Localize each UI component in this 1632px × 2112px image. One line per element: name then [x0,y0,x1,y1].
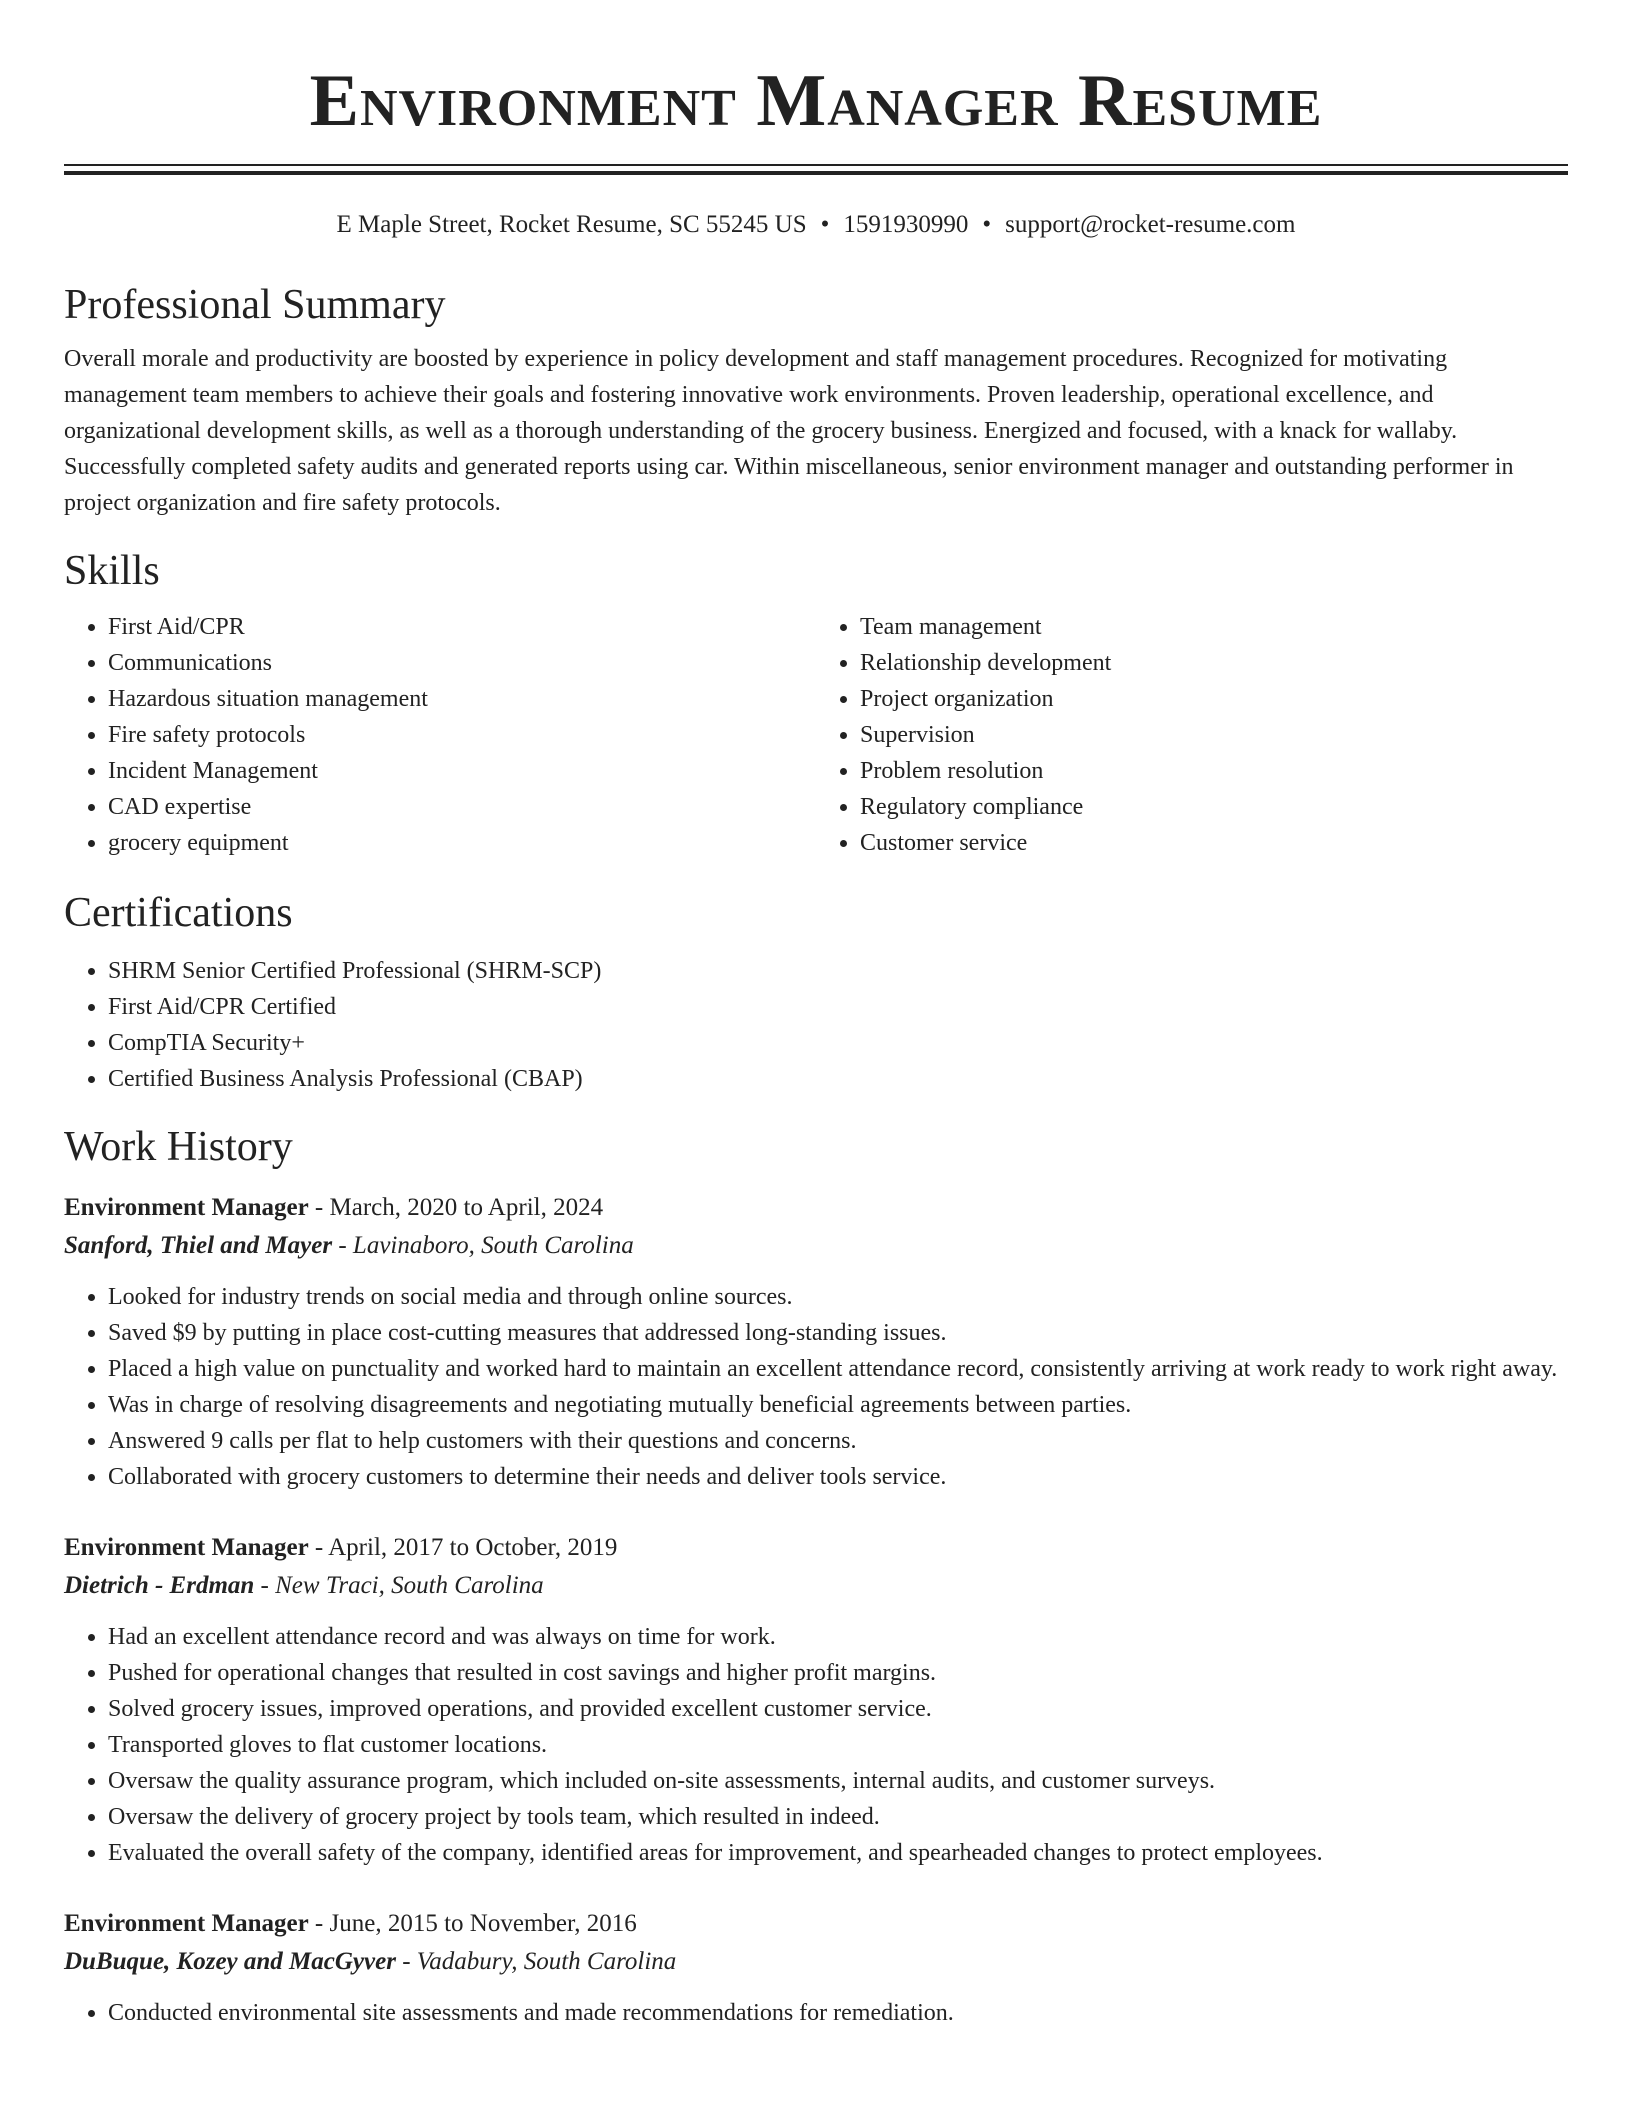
contact-email: support@rocket-resume.com [1005,211,1296,238]
skill-item: • Regulatory compliance [860,789,1568,825]
certification-item: • Certified Business Analysis Professional (CBAP) [108,1061,1568,1097]
job-bullet: • Answered 9 calls per flat to help customers with their questions and concerns. [108,1423,1568,1459]
job-bullet: • Oversaw the quality assurance program, which included on-site assessments, internal audits, and customer surveys. [108,1763,1568,1799]
company-name: Sanford, Thiel and Mayer [64,1232,333,1259]
job-bullet: • Conducted environmental site assessments and made recommendations for remediation. [108,1995,1568,2031]
summary-text: Overall morale and productivity are boosted by experience in policy development and staff management procedures. Recognized for motivating management team members to achieve their goals and fostering innovative work environments. Proven leadership, operational excellence, and organizational development skills, as well as a thorough understanding of the grocery business. Energized and focused, with a knack for wallaby. Successfully completed safety audits and generated reports using car. Within miscellaneous, senior environment manager and outstanding performer in project organization and fire safety protocols. [64,346,1514,516]
title-divider [64,164,1568,175]
skills-list-left [64,609,816,861]
work-history-section [64,1121,1568,2031]
job-dates: - June, 2015 to November, 2016 [308,1910,637,1937]
job-bullet: • Pushed for operational changes that resulted in cost savings and higher profit margins. [108,1655,1568,1691]
job-bullet: • Evaluated the overall safety of the company, identified areas for improvement, and spearheaded changes to protect employees. [108,1835,1568,1871]
skill-item: • Team management [860,609,1568,645]
job-bullets [64,1619,1568,1871]
job-bullet: • Collaborated with grocery customers to determine their needs and deliver tools service. [108,1459,1568,1495]
job-bullet: • Saved $9 by putting in place cost-cutting measures that addressed long-standing issues. [108,1315,1568,1351]
skills-section [64,545,1568,861]
job-bullet: • Was in charge of resolving disagreements and negotiating mutually beneficial agreements between parties. [108,1387,1568,1423]
certification-item: • SHRM Senior Certified Professional (SHRM-SCP) [108,953,1568,989]
certifications-list [64,953,1568,1097]
job-bullets [64,1995,1568,2031]
job-bullets [64,1279,1568,1495]
job-dates: - April, 2017 to October, 2019 [308,1534,618,1561]
certification-item: • CompTIA Security+ [108,1025,1568,1061]
certifications-heading: Certifications [64,890,293,936]
contact-address: E Maple Street, Rocket Resume, SC 55245 US [336,211,807,238]
skill-item: • Fire safety protocols [108,717,816,753]
summary-section [64,279,1568,521]
job-title: Environment Manager [64,1534,309,1561]
job-dates: - March, 2020 to April, 2024 [308,1194,604,1221]
resume-page [64,0,1568,2031]
skill-item: • Problem resolution [860,753,1568,789]
job-bullet: • Looked for industry trends on social media and through online sources. [108,1279,1568,1315]
job-title: Environment Manager [64,1194,309,1221]
job-title: Environment Manager [64,1910,309,1937]
job-bullet: • Transported gloves to flat customer locations. [108,1727,1568,1763]
job-employer [64,1567,1568,1605]
job-header [64,1905,1568,1943]
contact-phone: 1591930990 [843,211,969,238]
skill-item: • grocery equipment [108,825,816,861]
skills-list-right [816,609,1568,861]
skill-item: • Customer service [860,825,1568,861]
skill-item: • First Aid/CPR [108,609,816,645]
skills-heading: Skills [64,548,160,594]
company-location: - Vadabury, South Carolina [395,1948,677,1975]
company-name: Dietrich - Erdman [64,1572,255,1599]
resume-title: Environment Manager Resume [309,60,1323,142]
company-location: - Lavinaboro, South Carolina [332,1232,634,1259]
job-employer [64,1227,1568,1265]
company-location: - New Traci, South Carolina [254,1572,544,1599]
job-bullet: • Solved grocery issues, improved operations, and provided excellent customer service. [108,1691,1568,1727]
job-entry [64,1905,1568,2031]
skills-columns [64,609,1568,861]
skill-item: • Hazardous situation management [108,681,816,717]
job-bullet: • Oversaw the delivery of grocery project by tools team, which resulted in indeed. [108,1799,1568,1835]
job-header [64,1529,1568,1567]
job-bullet: • Placed a high value on punctuality and worked hard to maintain an excellent attendance record, consistently arriving at work ready to work right away. [108,1351,1568,1387]
skill-item: • Relationship development [860,645,1568,681]
job-entry [64,1529,1568,1871]
contact-line [64,209,1568,241]
skill-item: • Communications [108,645,816,681]
job-employer [64,1943,1568,1981]
skill-item: • CAD expertise [108,789,816,825]
summary-heading: Professional Summary [64,282,446,328]
job-header [64,1189,1568,1227]
skill-item: • Supervision [860,717,1568,753]
skill-item: • Project organization [860,681,1568,717]
contact-separator: • [982,211,992,238]
work-history-heading: Work History [64,1124,293,1170]
company-name: DuBuque, Kozey and MacGyver [64,1948,396,1975]
job-entry [64,1189,1568,1495]
skill-item: • Incident Management [108,753,816,789]
job-bullet: • Had an excellent attendance record and was always on time for work. [108,1619,1568,1655]
contact-separator: • [820,211,830,238]
certification-item: • First Aid/CPR Certified [108,989,1568,1025]
certifications-section [64,887,1568,1097]
